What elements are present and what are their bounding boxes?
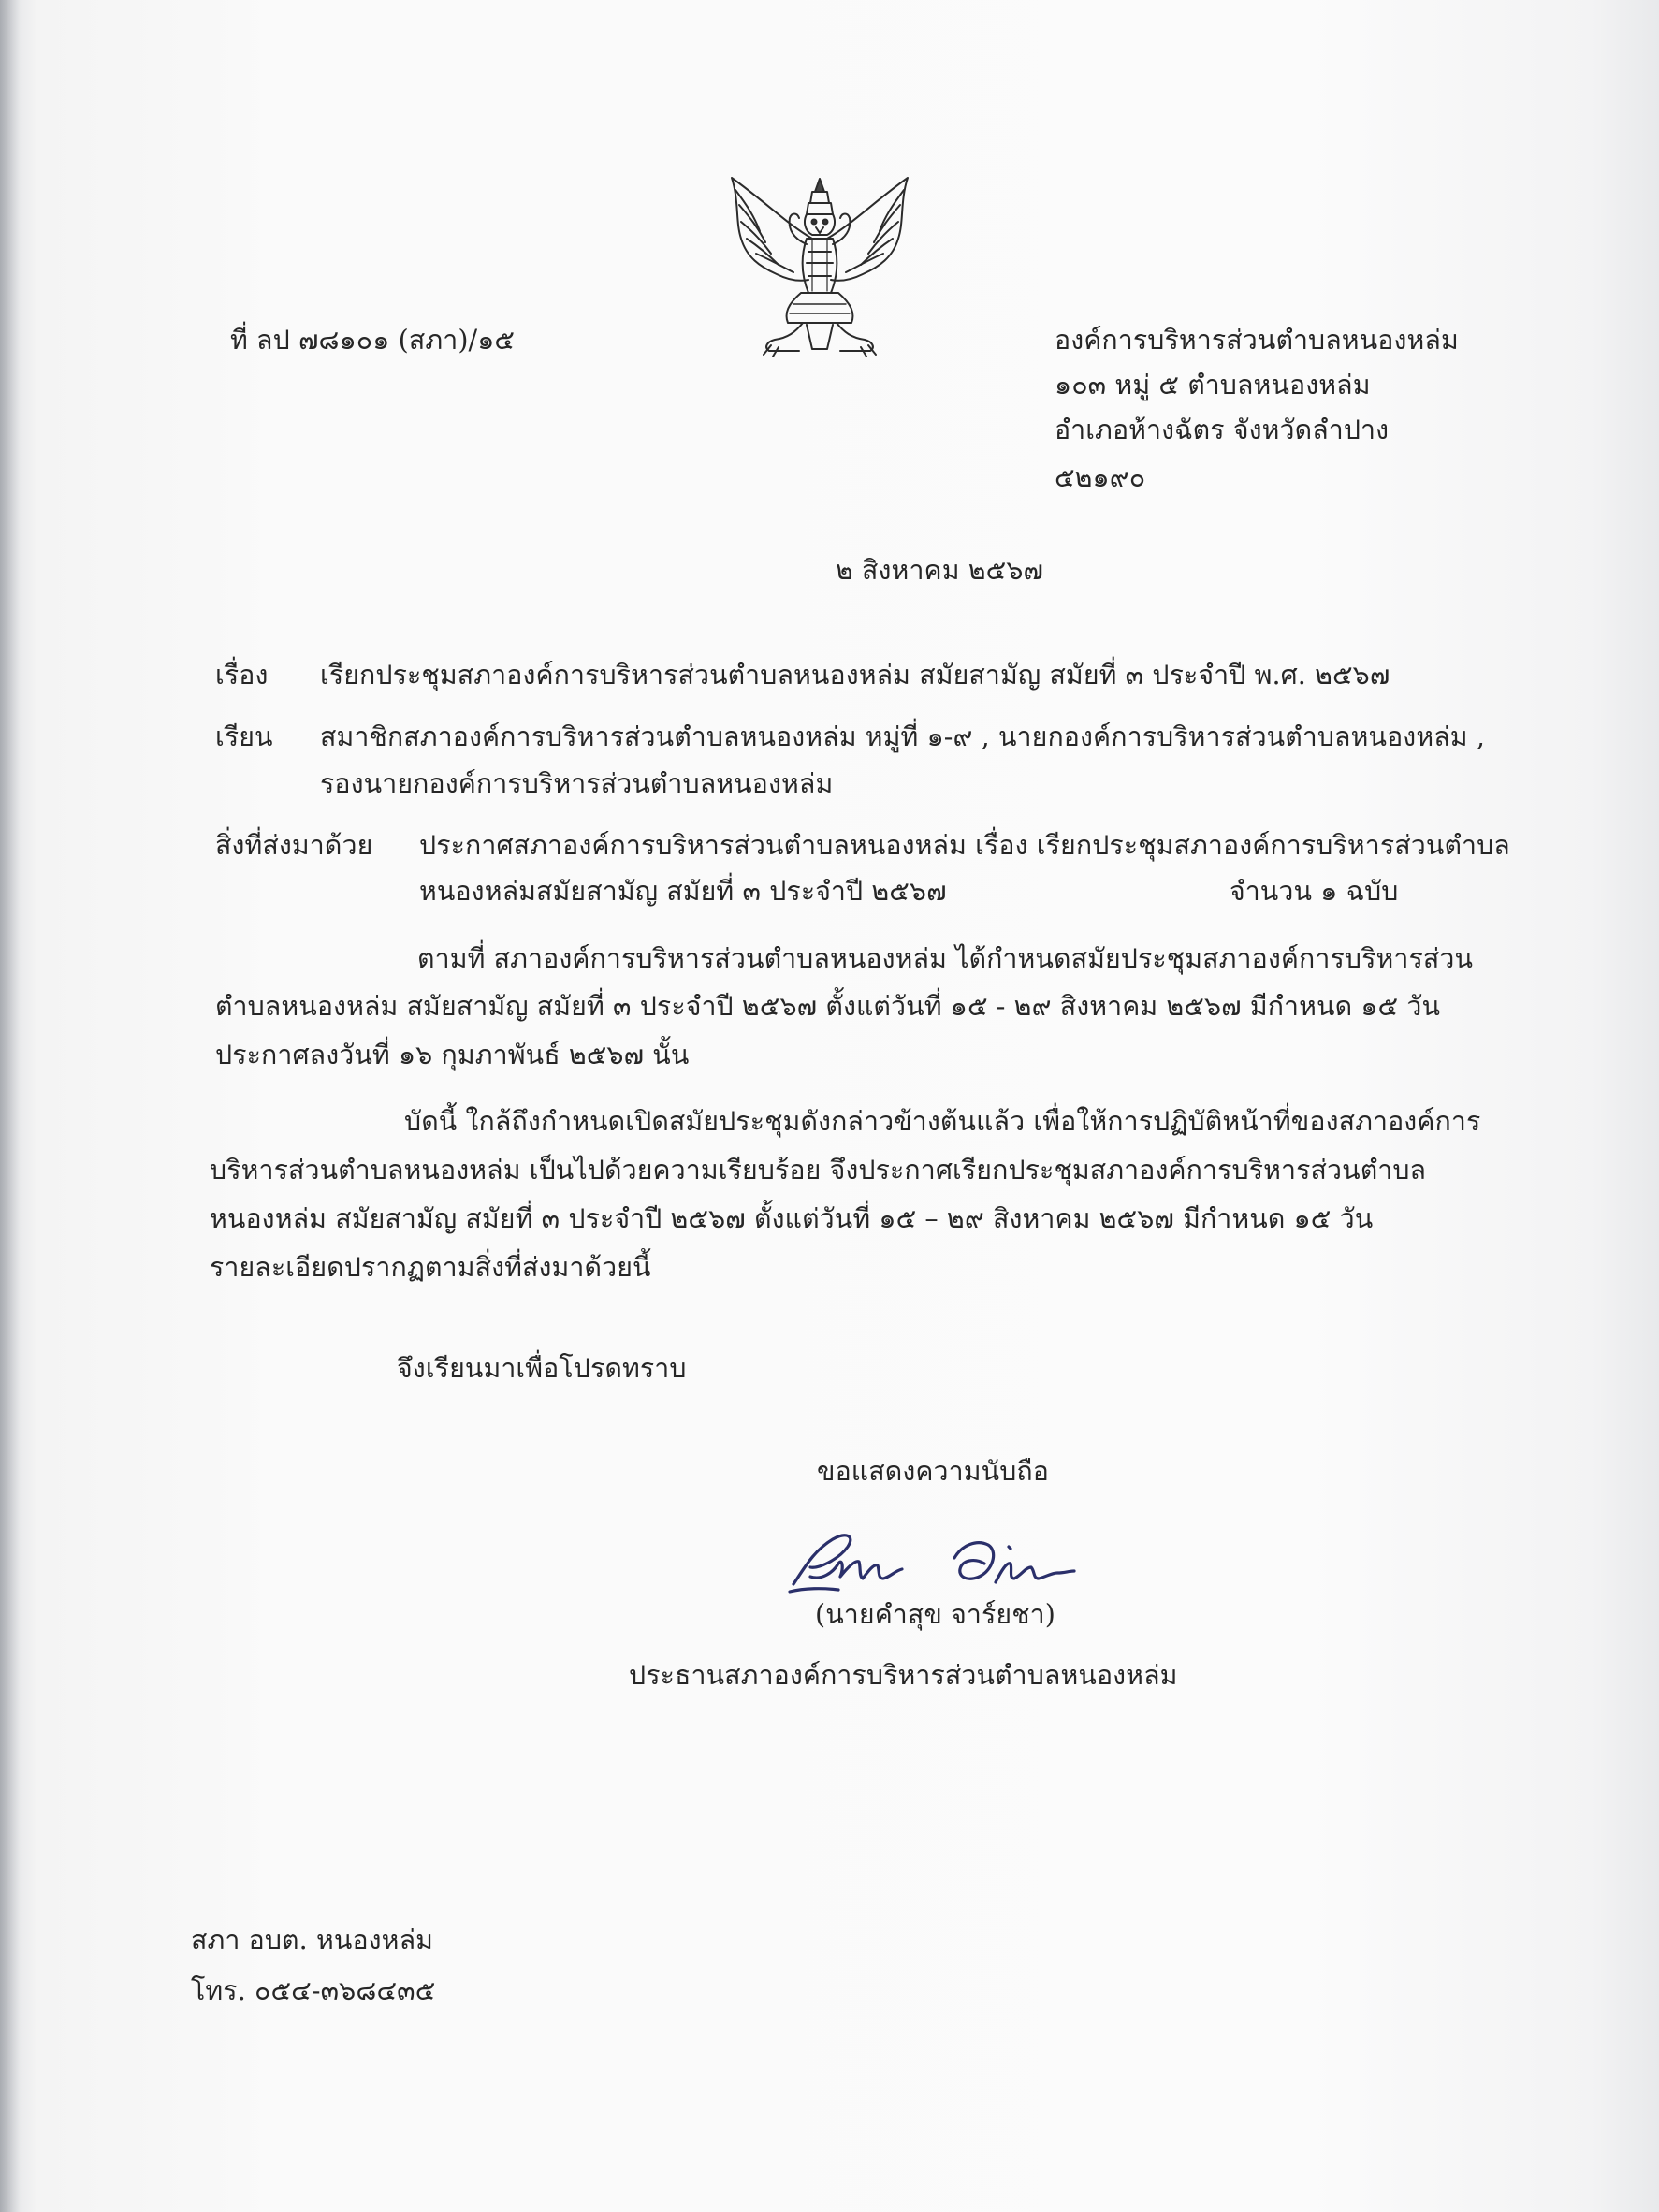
subject-label: เรื่อง (215, 660, 269, 691)
sender-address-line: ๑๐๓ หมู่ ๕ ตำบลหนองหล่ม (1055, 370, 1371, 400)
signer-name: (นายคำสุข จาร์ยชา) (815, 1599, 1055, 1630)
closing-request: จึงเรียนมาเพื่อโปรดทราบ (397, 1353, 687, 1384)
handwritten-signature (777, 1502, 1095, 1605)
footer-office: สภา อบต. หนองหล่ม (191, 1925, 434, 1956)
recipient-line: สมาชิกสภาองค์การบริหารส่วนตำบลหนองหล่ม หมู่ที่ ๑-๙ , นายกองค์การบริหารส่วนตำบลหนองหล่ม , (320, 721, 1485, 752)
salutation: ขอแสดงความนับถือ (817, 1456, 1049, 1487)
sender-address-line: ๕๒๑๙๐ (1055, 462, 1146, 493)
sender-address-line: องค์การบริหารส่วนตำบลหนองหล่ม (1055, 325, 1459, 356)
page-edge-shadow (0, 0, 21, 2212)
paragraph-1-line: ตามที่ สภาองค์การบริหารส่วนตำบลหนองหล่ม ได้กำหนดสมัยประชุมสภาองค์การบริหารส่วน (417, 943, 1474, 974)
reference-number: ที่ ลป ๗๘๑๐๑ (สภา)/๑๕ (230, 325, 516, 356)
subject-text: เรียกประชุมสภาองค์การบริหารส่วนตำบลหนองหล่ม สมัยสามัญ สมัยที่ ๓ ประจำปี พ.ศ. ๒๕๖๗ (320, 660, 1390, 691)
recipient-line: รองนายกองค์การบริหารส่วนตำบลหนองหล่ม (320, 768, 834, 799)
paragraph-2-line: หนองหล่ม สมัยสามัญ สมัยที่ ๓ ประจำปี ๒๕๖๗ ตั้งแต่วันที่ ๑๕ – ๒๙ สิงหาคม ๒๕๖๗ มีกำหนด ๑๕ วัน (210, 1203, 1374, 1234)
paragraph-1-line: ตำบลหนองหล่ม สมัยสามัญ สมัยที่ ๓ ประจำปี ๒๕๖๗ ตั้งแต่วันที่ ๑๕ - ๒๙ สิงหาคม ๒๕๖๗ มีกำหนด ๑๕ วัน (215, 991, 1441, 1022)
enclosure-line: ประกาศสภาองค์การบริหารส่วนตำบลหนองหล่ม เรื่อง เรียกประชุมสภาองค์การบริหารส่วนตำบล (419, 830, 1510, 861)
paragraph-2-line: บริหารส่วนตำบลหนองหล่ม เป็นไปด้วยความเรียบร้อย จึงประกาศเรียกประชุมสภาองค์การบริหารส่วนตำบล (210, 1155, 1427, 1186)
sender-address-line: อำเภอห้างฉัตร จังหวัดลำปาง (1055, 415, 1390, 445)
footer-phone: โทร. ๐๕๔-๓๖๘๔๓๕ (191, 1975, 436, 2006)
enclosure-label: สิ่งที่ส่งมาด้วย (215, 830, 373, 861)
recipient-label: เรียน (215, 721, 273, 752)
garuda-emblem-icon (722, 173, 917, 360)
paragraph-1-line: ประกาศลงวันที่ ๑๖ กุมภาพันธ์ ๒๕๖๗ นั้น (215, 1040, 690, 1070)
letter-date: ๒ สิงหาคม ๒๕๖๗ (836, 555, 1044, 586)
enclosure-line: หนองหล่มสมัยสามัญ สมัยที่ ๓ ประจำปี ๒๕๖๗ (419, 876, 947, 907)
signer-title: ประธานสภาองค์การบริหารส่วนตำบลหนองหล่ม (629, 1660, 1178, 1691)
enclosure-quantity: จำนวน ๑ ฉบับ (1230, 876, 1399, 907)
paragraph-2-line: รายละเอียดปรากฏตามสิ่งที่ส่งมาด้วยนี้ (210, 1252, 651, 1283)
paragraph-2-line: บัดนี้ ใกล้ถึงกำหนดเปิดสมัยประชุมดังกล่าวข้างต้นแล้ว เพื่อให้การปฏิบัติหน้าที่ของสภาองค์การ (404, 1106, 1481, 1137)
